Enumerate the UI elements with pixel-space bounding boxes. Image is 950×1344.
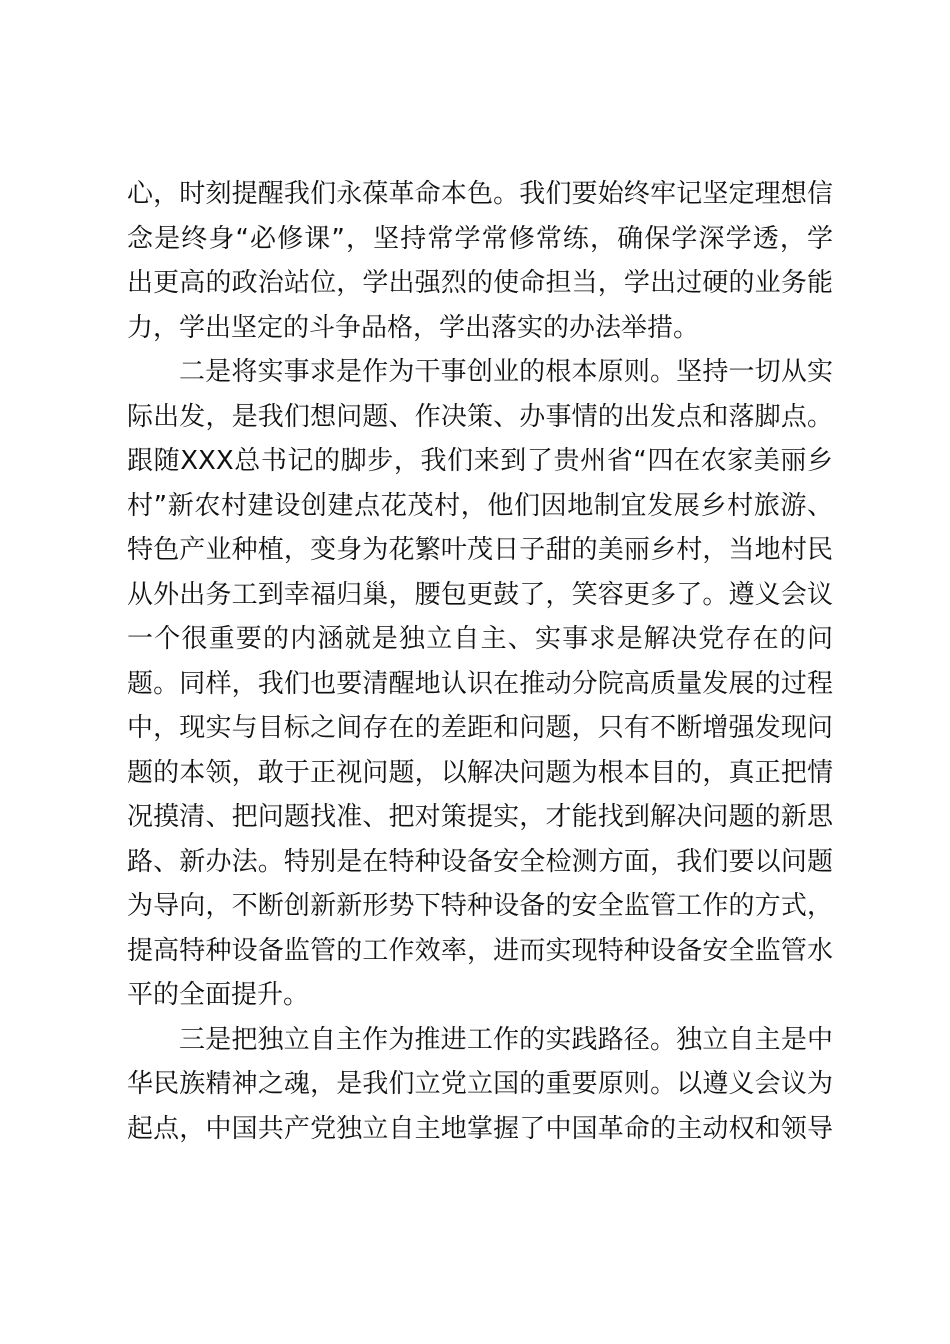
text-line: 况摸清、把问题找准、把对策提实，才能找到解决问题的新思	[127, 802, 833, 832]
text-line: 出更高的政治站位，学出强烈的使命担当，学出过硬的业务能	[127, 268, 833, 298]
text-line: 路、新办法。特别是在特种设备安全检测方面，我们要以问题	[127, 846, 833, 877]
paragraph-2	[127, 350, 833, 1018]
text-line: 题的本领，敢于正视问题，以解决问题为根本目的，真正把情	[127, 757, 833, 788]
text-line: 特色产业种植，变身为花繁叶茂日子甜的美丽乡村，当地村民	[127, 535, 833, 565]
text-line: 心，时刻提醒我们永葆革命本色。我们要始终牢记坚定理想信	[127, 179, 833, 209]
text-line: 从外出务工到幸福归巢，腰包更鼓了，笑容更多了。遵义会议	[127, 579, 833, 610]
text-line: 村”新农村建设创建点花茂村，他们因地制宜发展乡村旅游、	[127, 490, 833, 521]
text-line: 二是将实事求是作为干事创业的根本原则。坚持一切从实	[179, 357, 833, 387]
text-line: 题。同样，我们也要清醒地认识在推动分院高质量发展的过程	[127, 668, 833, 699]
text-line: 起点，中国共产党独立自主地掌握了中国革命的主动权和领导	[127, 1113, 833, 1144]
text-line: 为导向，不断创新新形势下特种设备的安全监管工作的方式，	[127, 891, 833, 921]
text-line: 力，学出坚定的斗争品格，学出落实的办法举措。	[127, 312, 700, 343]
paragraph-1	[127, 172, 833, 350]
text-line: 际出发，是我们想问题、作决策、办事情的出发点和落脚点。	[127, 401, 833, 432]
text-line: 华民族精神之魂，是我们立党立国的重要原则。以遵义会议为	[127, 1069, 833, 1099]
text-line: 中，现实与目标之间存在的差距和问题，只有不断增强发现问	[127, 713, 833, 743]
text-line: 一个很重要的内涵就是独立自主、实事求是解决党存在的问	[127, 624, 833, 654]
text-line: 跟随XXX总书记的脚步，我们来到了贵州省“四在农家美丽乡	[127, 446, 833, 476]
text-line: 平的全面提升。	[127, 980, 310, 1010]
paragraph-3	[127, 1018, 833, 1152]
text-line: 提高特种设备监管的工作效率，进而实现特种设备安全监管水	[127, 935, 833, 966]
text-line: 三是把独立自主作为推进工作的实践路径。独立自主是中	[179, 1024, 833, 1055]
document-body	[127, 172, 833, 1151]
text-line: 念是终身“必修课”，坚持常学常修常练，确保学深学透，学	[127, 223, 833, 254]
